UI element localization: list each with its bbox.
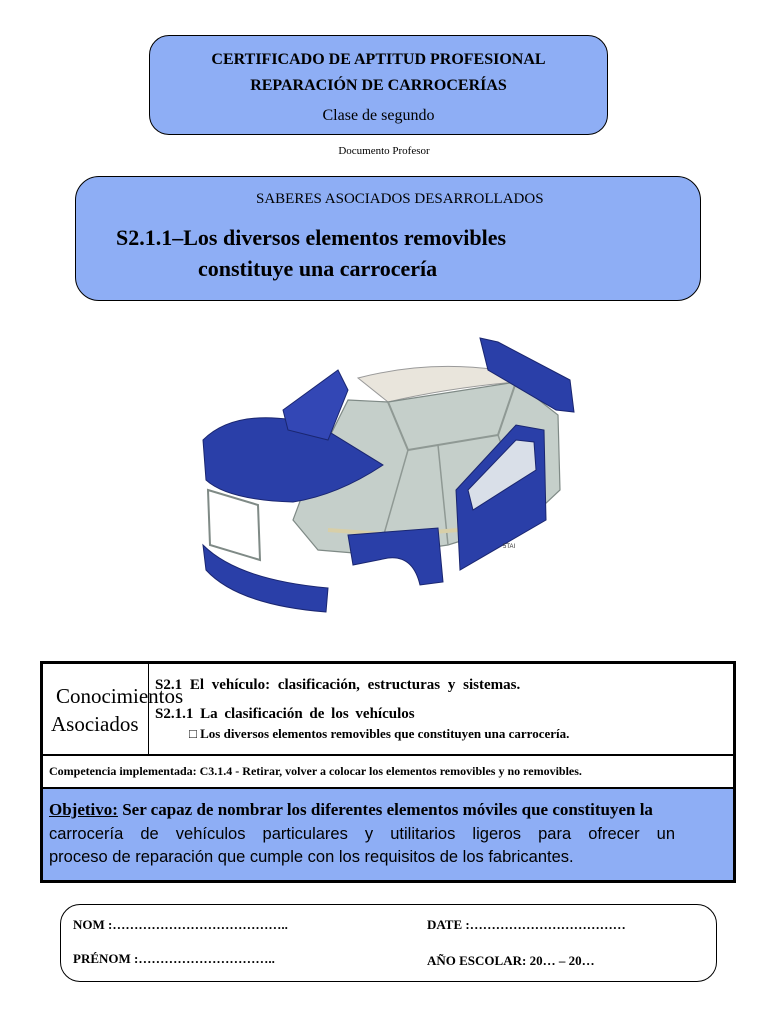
certificate-specialty: REPARACIÓN DE CARROCERÍAS xyxy=(250,77,507,94)
knowledge-table xyxy=(40,661,736,883)
certificate-header-box xyxy=(149,35,608,135)
objetivo-line3: proceso de reparación que cumple con los requisitos de los fabricantes. xyxy=(49,848,574,866)
date-field[interactable]: DATE :……………………………… xyxy=(427,917,626,932)
illustration-code: 5TAI xyxy=(503,544,516,550)
nom-field[interactable]: NOM :………………………………….. xyxy=(73,917,288,932)
saberes-subtitle: SABERES ASOCIADOS DESARROLLADOS xyxy=(256,191,544,207)
knowledge-subitem: □ Los diversos elementos removibles que constituyen una carrocería. xyxy=(189,726,570,741)
knowledge-item-s211: S2.1.1 La clasificación de los vehículos xyxy=(155,706,415,722)
car-body-exploded-illustration xyxy=(198,330,578,620)
document-label: Documento Profesor xyxy=(338,145,430,157)
objetivo-line2: carrocería de vehículos particulares y utilitarios ligeros para ofrecer un xyxy=(49,825,675,843)
knowledge-row xyxy=(43,664,733,756)
conocimientos-cell xyxy=(43,664,184,754)
objetivo-line1 xyxy=(49,800,653,820)
objetivo-label: Objetivo: xyxy=(49,800,118,819)
objetivo-row xyxy=(43,789,733,880)
student-info-box xyxy=(60,904,717,982)
competencia-text: Competencia implementada: C3.1.4 - Retirar, volver a colocar los elementos removibles y no removibles. xyxy=(49,764,582,778)
asociados-label: Asociados xyxy=(51,712,139,736)
class-level: Clase de segundo xyxy=(322,107,435,124)
competencia-row xyxy=(43,756,733,789)
conocimientos-label: Conocimientos xyxy=(56,684,184,708)
prenom-field[interactable]: PRÉNOM :………………………….. xyxy=(73,951,275,966)
saberes-title-line2: constituye una carrocería xyxy=(198,256,438,281)
certificate-title: CERTIFICADO DE APTITUD PROFESIONAL xyxy=(211,51,546,68)
school-year-field[interactable]: AÑO ESCOLAR: 20… – 20… xyxy=(427,953,595,968)
saberes-box xyxy=(75,176,701,301)
knowledge-item-s21: S2.1 El vehículo: clasificación, estructuras y sistemas. xyxy=(155,677,521,693)
saberes-title-line1: S2.1.1–Los diversos elementos removibles xyxy=(116,225,507,250)
objetivo-line1-text: Ser capaz de nombrar los diferentes elementos móviles que constituyen la xyxy=(117,800,653,819)
knowledge-subitem-text: Los diversos elementos removibles que constituyen una carrocería. xyxy=(200,726,570,741)
